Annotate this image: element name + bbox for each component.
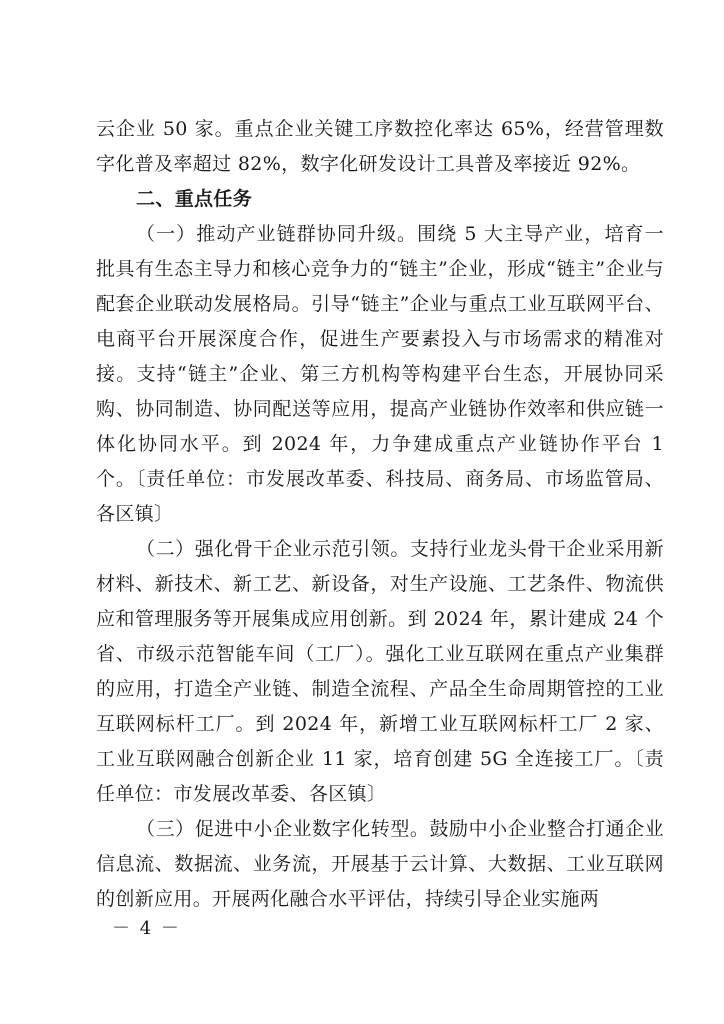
task-paragraph-3 <box>96 812 664 917</box>
task-title-1: （一）推动产业链群协同升级。 <box>136 223 418 245</box>
task-paragraph-2 <box>96 532 664 812</box>
task-title-3: （三）促进中小企业数字化转型。 <box>136 818 430 840</box>
page-number: － 4 － <box>112 918 181 939</box>
task-title-2: （二）强化骨干企业示范引领。 <box>136 538 410 560</box>
section-heading: 二、重点任务 <box>136 188 253 210</box>
task-body-1: 围绕 5 大主导产业，培育一批具有生态主导力和核心竞争力的“链主”企业，形成“链主”企业与配套企业联动发展格局。引导“链主”企业与重点工业互联网平台、电商平台开展深度合作，促进生产要素投入与市场需求的精准对接。支持“链主”企业、第三方机构等构建平台生态，开展协同采购、协同制造、协同配送等应用，提高产业链协作效率和供应链一体化协同水平。到 2024 年，力争建成重点产业链协作平台 1 个。〔责任单位：市发展改革委、科技局、商务局、市场监管局、各区镇〕 <box>96 223 664 525</box>
document-body <box>96 112 664 917</box>
task-body-3: 鼓励中小企业整合打通企业信息流、数据流、业务流，开展基于云计算、大数据、工业互联网的创新应用。开展两化融合水平评估，持续引导企业实施两 <box>96 818 664 910</box>
task-body-2: 支持行业龙头骨干企业采用新材料、新技术、新工艺、新设备，对生产设施、工艺条件、物流供应和管理服务等开展集成应用创新。到 2024 年，累计建成 24 个省、市级示范智能车间（工厂）。强化工业互联网在重点产业集群的应用，打造全产业链、制造全流程、产品全生命周期管控的工业互联网标杆工厂。到 2024 年，新增工业互联网标杆工厂 2 家、工业互联网融合创新企业 11 家，培育创建 5G 全连接工厂。〔责任单位：市发展改革委、各区镇〕 <box>96 538 664 805</box>
task-paragraph-1 <box>96 217 664 532</box>
intro-paragraph: 云企业 50 家。重点企业关键工序数控化率达 65%，经营管理数字化普及率超过 82%，数字化研发设计工具普及率接近 92%。 <box>96 118 664 175</box>
